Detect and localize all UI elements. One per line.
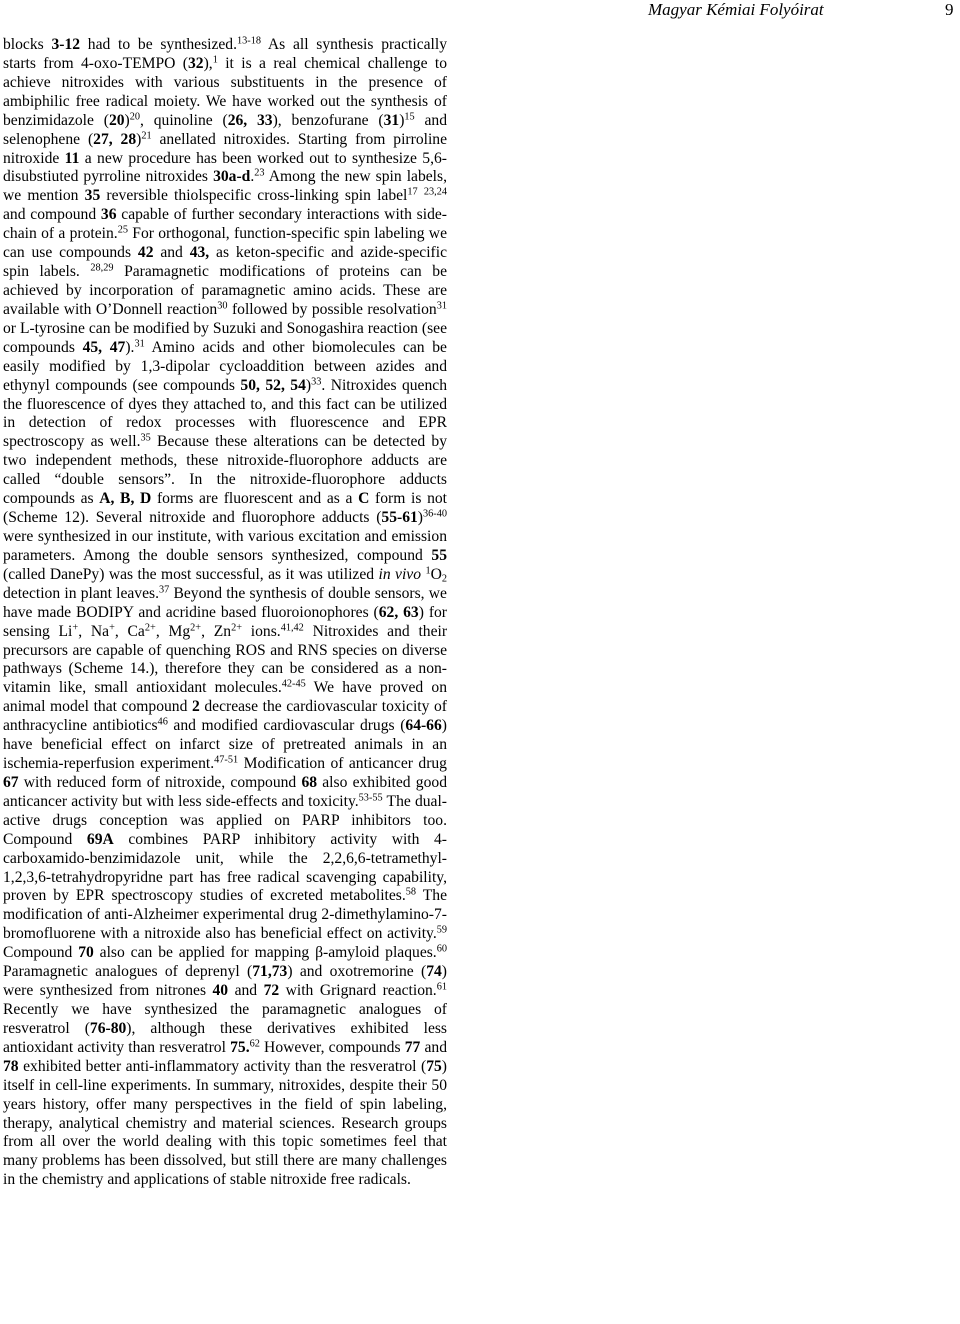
superscript: 46 (157, 716, 168, 728)
text-run: decrease the cardiovascular toxicity of anthracycline antibiotics (3, 698, 447, 735)
compound-ref: 78 (3, 1057, 19, 1075)
text-run: ), benzofurane ( (272, 111, 384, 129)
superscript: 30 (217, 300, 228, 312)
text-run: combines PARP inhibitory activity with 4-carboxamido-benzimidazole unit, while the 2,2,6,6-tetramethyl-1,2,3,6-tetrahydropyridne part has free radical scavenging capability, proven by EPR spectroscopy studies of excreted metabolites. (3, 830, 447, 905)
text-run: detection in plant leaves. (3, 584, 159, 602)
text-run: However, compounds (259, 1038, 405, 1056)
text-run: followed by possible resolvation (227, 300, 437, 318)
superscript: 21 (141, 129, 152, 141)
text-run: as keton-specific and azide-specific spin labels. (3, 244, 448, 281)
text-run: a new procedure has been worked out to synthesize 5,6-disubstiuted pyrroline nitroxides (3, 149, 447, 186)
text-run: Beyond the synthesis of double sensors, we have made BODIPY and acridine based fluoroionophores ( (3, 584, 447, 621)
superscript: 42-45 (281, 678, 306, 690)
compound-ref: 62, 63 (378, 603, 419, 621)
superscript: 61 (436, 981, 447, 993)
text-run: Among the new spin labels, we mention (3, 168, 447, 205)
superscript: 23 (254, 167, 265, 179)
text-run: The dual-active drugs conception was applied on PARP inhibitors too. Compound (3, 792, 447, 848)
text-run: Because these alterations can be detected by two independent methods, these nitroxide-fluorophore adducts are called “double sensors”. In the nitroxide-fluorophore adducts compounds as (3, 433, 447, 508)
compound-ref: 75 (426, 1057, 442, 1075)
compound-ref: 68 (301, 773, 318, 791)
superscript: 33 (311, 375, 322, 387)
compound-ref: 40 (212, 982, 229, 1000)
superscript: 20 (129, 111, 141, 123)
subscript: 2 (441, 573, 447, 585)
text-run: also can be applied for mapping β-amyloid plaques. (93, 944, 437, 962)
compound-ref: 45, 47 (82, 338, 126, 356)
text-run: ) and oxotremorine ( (287, 963, 427, 981)
compound-ref: 77 (404, 1038, 421, 1056)
text-run: exhibited better anti-inflammatory activity than the resveratrol ( (18, 1057, 427, 1075)
superscript: 17 (407, 186, 418, 198)
text-run: were synthesized in our institute, with various excitation and emission parameters. Among the double sensors synthesized, compound (3, 527, 447, 564)
text-run: with Grignard reaction. (279, 982, 437, 1000)
superscript: 31 (436, 300, 447, 312)
text-run: and (153, 244, 190, 262)
compound-ref: 67 (3, 773, 19, 791)
compound-ref: 76-80 (89, 1019, 127, 1037)
text-run: As all synthesis practically starts from 4-oxo-TEMPO ( (3, 36, 447, 72)
text-run: . (250, 168, 255, 186)
superscript: 2+ (231, 621, 243, 633)
text-run: We have proved on animal model that compound (3, 679, 447, 716)
text-run: ) were synthesized from nitrones (3, 963, 447, 1000)
superscript: + (109, 621, 115, 633)
text-run: also exhibited good anticancer activity but with less side-effects and toxicity. (3, 773, 447, 810)
text-run: reversible thiolspecific cross-linking spin label (100, 187, 408, 205)
superscript: 60 (436, 943, 447, 955)
compound-ref: 20 (108, 111, 125, 129)
text-run: and (228, 982, 264, 1000)
text-run: anellated nitroxides. Starting from pirroline nitroxide (3, 130, 447, 167)
superscript: 41,42 (280, 621, 304, 633)
text-run: or L-tyrosine can be modified by Suzuki and Sonogashira reaction (see compounds (3, 319, 447, 356)
text-run: , Mg (155, 622, 191, 640)
superscript: 23,24 (423, 186, 447, 198)
text-run: ) (417, 509, 423, 527)
text-run: and compound (3, 206, 101, 224)
text-run: and modified cardiovascular drugs ( (167, 717, 406, 735)
compound-ref: 55 (431, 546, 447, 564)
text-run: ), although these derivatives exhibited less antioxidant activity than resveratrol (3, 1019, 447, 1056)
page-number: 9 (945, 0, 954, 19)
superscript: 35 (140, 432, 151, 444)
compound-ref: 70 (78, 944, 94, 962)
compound-ref: 35 (84, 187, 101, 205)
compound-ref: 71,73 (252, 963, 288, 981)
superscript: 47-51 (214, 754, 239, 766)
compound-ref: 3-12 (51, 36, 81, 53)
text-run: ) itself in cell-line experiments. In summary, nitroxides, despite their 50 years history, offer many perspectives in the field of spin labeling, therapy, analytical chemistry and material sciences. Research groups from all over the world dealing with this topic sometimes feel that many problems has been dissolved, but still there are many challenges in the chemistry and applications of stable nitroxide free radicals. (3, 1057, 447, 1189)
compound-ref: 27, 28 (93, 130, 137, 148)
text-run: , Zn (201, 622, 232, 640)
text-run: it is a real chemical challenge to achieve nitroxides with various substituents in the presence of ambiphilic free radical moiety. We have worked out the synthesis of benzimidazole ( (3, 54, 447, 129)
text-run: ) (399, 111, 405, 129)
superscript: 15 (404, 111, 415, 123)
text-run: , quinoline ( (140, 111, 228, 129)
text-run: ) (305, 376, 312, 394)
compound-ref: 50, 52, 54 (240, 376, 306, 394)
superscript: 1 (212, 54, 218, 66)
superscript: 62 (249, 1038, 260, 1050)
text-run: (called DanePy) was the most successful, as it was utilized (3, 565, 379, 583)
text-run: ). (125, 338, 135, 356)
text-run: Paramagnetic modifications of proteins can be achieved by incorporation of paramagnetic amino acids. These are available with O’Donnell reaction (3, 263, 447, 318)
text-column (3, 36, 447, 1190)
superscript: 31 (134, 338, 145, 350)
compound-ref: 42 (137, 244, 154, 262)
superscript: 2+ (144, 621, 156, 633)
superscript: 53-55 (358, 792, 383, 804)
text-run: The modification of anti-Alzheimer experimental drug 2-dimethylamino-7-bromofluorene with a nitroxide also has beneficial effect on activity. (3, 887, 447, 943)
compound-ref: 2 (191, 698, 200, 716)
text-run: capable of further secondary interactions with side-chain of a protein. (3, 206, 447, 243)
running-head (0, 0, 960, 22)
text-run: and selenophene ( (3, 111, 448, 148)
superscript: 13-18 (237, 35, 262, 47)
text-run: Nitroxides and their precursors are capable of quenching ROS and RNS species on diverse pathways (Scheme 14.), therefore they can be considered as a non-vitamin like, small antioxidant molecules. (3, 622, 448, 697)
superscript: 37 (158, 584, 170, 596)
superscript: 2+ (190, 621, 202, 633)
text-run: Compound (3, 944, 79, 962)
text-run: ), (203, 54, 213, 72)
text-run: Recently we have synthesized the paramagnetic analogues of resveratrol ( (3, 1001, 447, 1037)
journal-title: Magyar Kémiai Folyóirat (648, 0, 824, 19)
text-run: ) (124, 111, 130, 129)
text-run: For orthogonal, function-specific spin labeling we can use compounds (3, 225, 447, 262)
text-run: Paramagnetic analogues of deprenyl ( (3, 963, 253, 981)
compound-ref: 31 (383, 111, 400, 129)
text-run: had to be synthesized. (80, 36, 238, 53)
compound-ref: 36 (100, 206, 117, 224)
text-run: , Ca (114, 622, 145, 640)
text-run: Modification of anticancer drug (238, 755, 447, 773)
text-run: with reduced form of nitroxide, compound (18, 773, 302, 791)
superscript: 59 (436, 924, 447, 936)
compound-ref: C (358, 490, 370, 508)
text-run: ) for sensing Li (3, 603, 447, 640)
body-paragraph (3, 36, 447, 1190)
compound-ref: 74 (426, 963, 442, 981)
superscript: 58 (405, 886, 417, 898)
compound-ref: 55-61 (381, 509, 418, 527)
compound-ref: 64-66 (405, 717, 442, 735)
text-run: blocks (3, 36, 52, 53)
compound-ref: 26, 33 (227, 111, 273, 129)
superscript: 36-40 (423, 508, 447, 520)
compound-ref: 43, (189, 244, 210, 262)
superscript: + (72, 621, 79, 633)
compound-ref: 11 (64, 149, 80, 167)
italic-text: in vivo (378, 565, 422, 583)
compound-ref: 32 (188, 54, 204, 72)
text-run: . Nitroxides quench the fluorescence of dyes they attached to, and this fact can be utilized in detection of redox processes with fluorescence and EPR spectroscopy as well. (3, 376, 447, 451)
text-run: Amino acids and other biomolecules can be easily modified by 1,3-dipolar cycloaddition between azides and ethynyl compounds (see compounds (3, 338, 447, 394)
text-run: ) have beneficial effect on infarct size of pretreated animals in an ischemia-reperfusion experiment. (3, 717, 447, 773)
superscript: 1 (425, 565, 431, 577)
text-run: O (430, 565, 442, 583)
text-run: , Na (78, 622, 110, 640)
compound-ref: 69A (86, 830, 114, 848)
text-run: forms are fluorescent and as a (151, 490, 359, 508)
text-run: and (420, 1038, 447, 1056)
superscript: 25 (117, 224, 128, 236)
compound-ref: 72 (263, 982, 280, 1000)
text-run: form is not (Scheme 12). Several nitroxide and fluorophore adducts ( (3, 490, 448, 527)
text-run: ions. (242, 622, 281, 640)
text-run: ) (136, 130, 142, 148)
compound-ref: 75. (230, 1038, 250, 1056)
compound-ref: 30a-d (213, 168, 251, 186)
compound-ref: A, B, D (99, 490, 152, 508)
superscript: 28,29 (90, 262, 114, 274)
